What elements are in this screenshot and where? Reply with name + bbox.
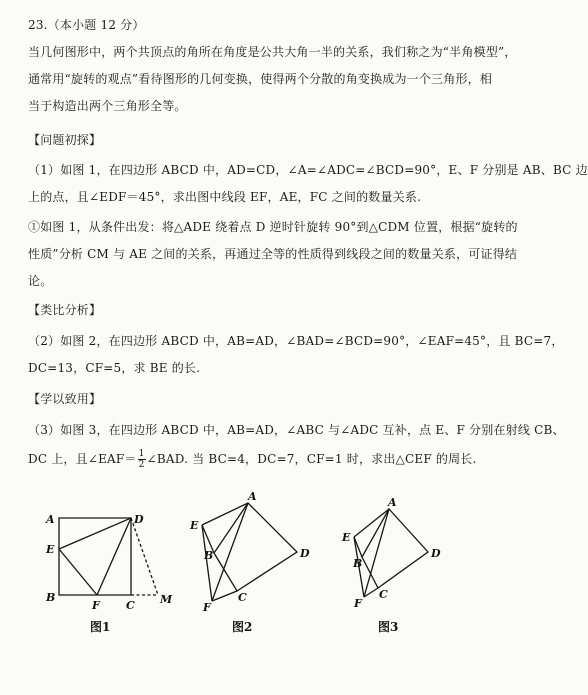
question-3-suffix: ∠BAD. 当 BC=4，DC=7，CF=1 时，求出△CEF 的周长. <box>146 452 477 466</box>
fraction-denominator: 2 <box>138 460 145 470</box>
fig2-label-B: B <box>204 549 214 562</box>
intro-line-2: 通常用“旋转的观点”看待图形的几何变换，使得两个分散的角变换成为一个三角形，相 <box>28 72 493 86</box>
fig1-label-E: E <box>46 543 55 556</box>
fig1-label-D: D <box>134 513 144 526</box>
fig3-label-E: E <box>342 531 351 544</box>
hint-line-2: 性质”分析 CM 与 AE 之间的关系，再通过全等的性质得到线段之间的数量关系，可证得结 <box>28 247 518 261</box>
figure-2 <box>189 490 310 634</box>
fig3-label-C: C <box>379 588 388 601</box>
fig3-label-F: F <box>354 597 362 610</box>
figures-area <box>0 455 512 695</box>
fig2-label-C: C <box>238 591 247 604</box>
fig1-label-M: M <box>160 593 173 606</box>
fig2-label-E: E <box>190 519 199 532</box>
fig3-label-A: A <box>388 496 397 509</box>
fig1-caption: 图1 <box>90 620 111 634</box>
fig1-segment-ED <box>59 518 131 549</box>
fig2-caption: 图2 <box>232 620 253 634</box>
fig3-label-B: B <box>353 557 363 570</box>
question-3-line-1: （3）如图 3，在四边形 ABCD 中，AB=AD，∠ABC 与∠ADC 互补，点 E、F 分别在射线 CB、 <box>28 423 565 437</box>
question-1-line-2: 上的点，且∠EDF＝45°，求出图中线段 EF，AE，FC 之间的数量关系. <box>28 190 422 204</box>
fig2-label-A: A <box>248 490 257 503</box>
hint-line-3: 论。 <box>28 274 53 288</box>
question-1-line-1: （1）如图 1，在四边形 ABCD 中，AD=CD，∠A=∠ADC=∠BCD=90°，E、F 分别是 AB、BC 边 <box>28 163 588 177</box>
fig2-label-F: F <box>203 601 211 614</box>
fig1-segment-EF <box>59 549 97 595</box>
question-2-line-2: DC=13，CF=5，求 BE 的长. <box>28 361 201 375</box>
section-title-explore: 【问题初探】 <box>28 133 102 147</box>
fig3-segment-EA <box>354 509 389 537</box>
fig1-square <box>59 518 131 595</box>
problem-header: 23.（本小题 12 分） <box>28 18 145 32</box>
fig1-label-B: B <box>46 591 56 604</box>
fig3-label-D: D <box>431 547 441 560</box>
fig1-segment-FD <box>97 518 131 595</box>
section-title-apply: 【学以致用】 <box>28 392 102 406</box>
fig3-quadrilateral <box>362 509 428 588</box>
fig3-caption: 图3 <box>378 620 399 634</box>
fig1-label-A: A <box>46 513 55 526</box>
fig1-label-F: F <box>92 599 100 612</box>
fig2-quadrilateral <box>214 503 297 591</box>
intro-line-1: 当几何图形中，两个共顶点的角所在角度是公共大角一半的关系，我们称之为“半角模型”， <box>28 45 517 59</box>
fig2-label-D: D <box>300 547 310 560</box>
figure-3 <box>341 496 441 634</box>
fig1-segment-DM <box>131 518 158 595</box>
section-title-analogy: 【类比分析】 <box>28 303 102 317</box>
fig1-label-C: C <box>126 599 135 612</box>
figure-1 <box>45 513 173 634</box>
question-2-line-1: （2）如图 2，在四边形 ABCD 中，AB=AD，∠BAD=∠BCD=90°，∠EAF=45°，且 BC=7， <box>28 334 564 348</box>
question-3-prefix: DC 上，且∠EAF＝ <box>28 452 137 466</box>
intro-line-3: 当于构造出两个三角形全等。 <box>28 99 187 113</box>
hint-line-1: ①如图 1，从条件出发：将△ADE 绕着点 D 逆时针旋转 90°到△CDM 位置，根据“旋转的 <box>28 220 518 234</box>
fraction-numerator: 1 <box>138 449 145 459</box>
